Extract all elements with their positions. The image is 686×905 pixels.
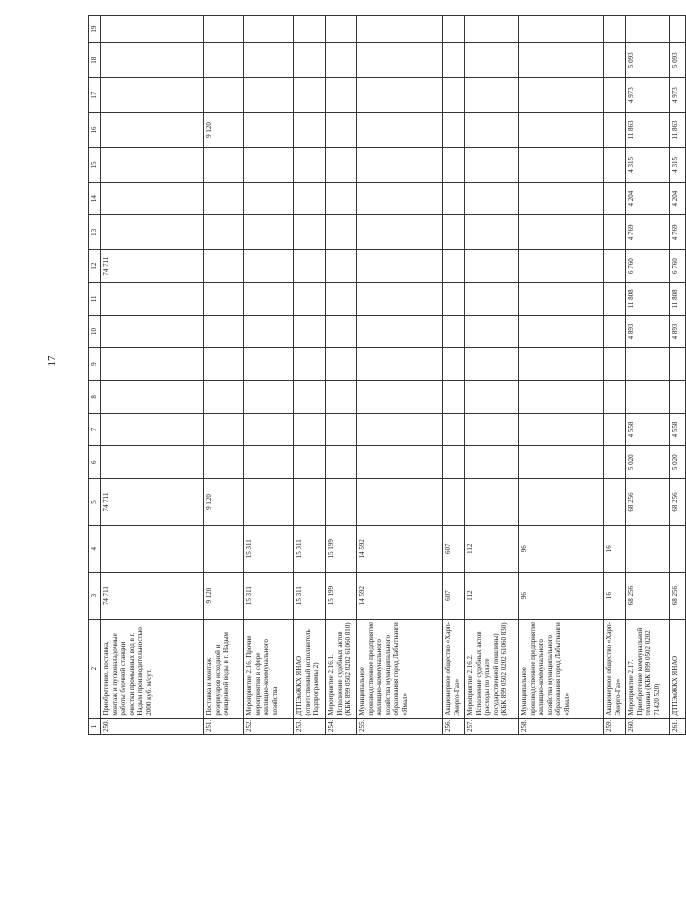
cell-value	[294, 113, 326, 148]
cell-value: 15 311	[244, 572, 294, 619]
cell-value: 11 808	[670, 282, 686, 315]
cell-value	[443, 113, 465, 148]
cell-value: 4 769	[670, 215, 686, 250]
cell-value	[326, 16, 357, 43]
cell-value	[204, 182, 244, 215]
cell-value: 4 315	[670, 147, 686, 182]
cell-value	[294, 381, 326, 414]
cell-value: 4 558	[626, 413, 670, 446]
cell-value	[204, 215, 244, 250]
cell-value	[101, 315, 204, 348]
cell-value	[670, 348, 686, 381]
cell-value	[443, 147, 465, 182]
row-description: Муниципальное производственное предприятие жилищно-коммунального хозяйства муниципального образования город Лабытнанги «Ямал»	[357, 619, 443, 718]
cell-value	[465, 348, 519, 381]
cell-value	[294, 215, 326, 250]
cell-value	[443, 348, 465, 381]
cell-value	[204, 43, 244, 78]
cell-value	[357, 315, 443, 348]
cell-value	[101, 525, 204, 572]
cell-value	[604, 182, 626, 215]
cell-value	[465, 446, 519, 479]
row-description: Мероприятие 2.16.2. Исполнение судебных актов (расходы по уплате государственной пошлины) (КБК 899 0502 0202 61060 830)	[465, 619, 519, 718]
cell-value	[604, 250, 626, 283]
cell-value	[465, 78, 519, 113]
row-description: Акционерное общество «Харп-Энерго-Газ»	[604, 619, 626, 718]
cell-value	[443, 315, 465, 348]
cell-value: 11 863	[670, 113, 686, 148]
table-body	[89, 16, 686, 735]
row-description: ДТПЭиЖКХ ЯНАО (ответственный исполнитель Подпрограммы 2)	[294, 619, 326, 718]
column-header: 15	[89, 147, 101, 182]
cell-value	[604, 413, 626, 446]
cell-value	[204, 250, 244, 283]
column-header: 9	[89, 348, 101, 381]
cell-value	[357, 43, 443, 78]
table-row	[519, 16, 604, 735]
cell-value: 4 315	[626, 147, 670, 182]
cell-value: 14 592	[357, 572, 443, 619]
row-description: Поставка и монтаж резервуаров исходной и очищенной воды в г. Надым	[204, 619, 244, 718]
cell-value	[204, 446, 244, 479]
cell-value	[519, 250, 604, 283]
cell-value	[626, 381, 670, 414]
cell-value	[465, 250, 519, 283]
cell-value: 4 973	[670, 78, 686, 113]
cell-value	[604, 113, 626, 148]
row-number: 254.	[326, 718, 357, 734]
cell-value: 4 893	[626, 315, 670, 348]
row-description: Мероприятие 2.16. Прочие мероприятия в сфере жилищно-коммунального хозяйства	[244, 619, 294, 718]
cell-value	[604, 381, 626, 414]
header-row	[89, 16, 101, 735]
cell-value: 9 120	[204, 572, 244, 619]
cell-value	[101, 348, 204, 381]
cell-value	[604, 78, 626, 113]
cell-value	[465, 282, 519, 315]
cell-value	[357, 147, 443, 182]
cell-value	[626, 525, 670, 572]
cell-value: 68 256	[626, 479, 670, 526]
cell-value: 4 204	[626, 182, 670, 215]
cell-value	[357, 446, 443, 479]
cell-value	[204, 78, 244, 113]
row-description: Мероприятие 2.16.1. Исполнение судебных актов (КБК 899 0502 0202 61060 810)	[326, 619, 357, 718]
cell-value: 4 769	[626, 215, 670, 250]
cell-value	[294, 282, 326, 315]
cell-value: 68 256	[626, 572, 670, 619]
cell-value	[294, 348, 326, 381]
cell-value	[519, 381, 604, 414]
cell-value	[294, 16, 326, 43]
cell-value	[604, 446, 626, 479]
table-row	[626, 16, 670, 735]
cell-value	[604, 43, 626, 78]
column-header: 8	[89, 381, 101, 414]
cell-value	[326, 446, 357, 479]
cell-value	[519, 315, 604, 348]
column-header: 16	[89, 113, 101, 148]
cell-value	[244, 78, 294, 113]
row-description: ДТПЭиЖКХ ЯНАО	[670, 619, 686, 718]
column-header: 4	[89, 525, 101, 572]
row-description: Муниципальное производственное предприятие жилищно-коммунального хозяйства муниципального образования город Лабытнанги «Ямал»	[519, 619, 604, 718]
cell-value	[465, 413, 519, 446]
row-number: 255.	[357, 718, 443, 734]
table-row	[443, 16, 465, 735]
cell-value	[604, 215, 626, 250]
cell-value	[626, 16, 670, 43]
cell-value	[519, 479, 604, 526]
cell-value: 4 558	[670, 413, 686, 446]
cell-value	[443, 381, 465, 414]
cell-value	[244, 147, 294, 182]
cell-value	[101, 43, 204, 78]
row-number: 260.	[626, 718, 670, 734]
cell-value	[443, 182, 465, 215]
cell-value	[244, 250, 294, 283]
cell-value	[204, 413, 244, 446]
cell-value	[443, 16, 465, 43]
cell-value	[670, 16, 686, 43]
cell-value	[519, 348, 604, 381]
cell-value	[244, 43, 294, 78]
column-header: 17	[89, 78, 101, 113]
cell-value	[244, 113, 294, 148]
cell-value	[244, 16, 294, 43]
cell-value: 607	[443, 525, 465, 572]
row-number: 251.	[204, 718, 244, 734]
column-header: 11	[89, 282, 101, 315]
cell-value: 5 020	[626, 446, 670, 479]
cell-value: 16	[604, 525, 626, 572]
cell-value: 74 711	[101, 479, 204, 526]
cell-value	[465, 16, 519, 43]
cell-value	[519, 78, 604, 113]
cell-value: 14 592	[357, 525, 443, 572]
cell-value	[443, 282, 465, 315]
cell-value	[294, 479, 326, 526]
column-header: 6	[89, 446, 101, 479]
cell-value	[244, 282, 294, 315]
cell-value	[204, 315, 244, 348]
table-row	[101, 16, 204, 735]
cell-value	[326, 250, 357, 283]
column-header: 19	[89, 16, 101, 43]
row-number: 259.	[604, 718, 626, 734]
cell-value	[101, 446, 204, 479]
cell-value	[244, 215, 294, 250]
cell-value	[519, 43, 604, 78]
cell-value: 5 093	[626, 43, 670, 78]
cell-value	[101, 16, 204, 43]
cell-value	[443, 446, 465, 479]
cell-value: 15 311	[294, 525, 326, 572]
cell-value	[443, 215, 465, 250]
cell-value: 5 020	[670, 446, 686, 479]
table-row	[294, 16, 326, 735]
row-number: 250.	[101, 718, 204, 734]
row-number: 252.	[244, 718, 294, 734]
cell-value	[465, 43, 519, 78]
cell-value: 11 808	[626, 282, 670, 315]
row-description: Приобретение, поставка, монтаж и пусконаладочные работы блочной станции очистки промывных вод в г. Надым производительностью 2000 куб. м/сут.	[101, 619, 204, 718]
cell-value: 15 199	[326, 572, 357, 619]
cell-value: 4 973	[626, 78, 670, 113]
row-description: Акционерное общество «Харп-Энерго-Газ»	[443, 619, 465, 718]
cell-value	[101, 282, 204, 315]
cell-value	[604, 282, 626, 315]
cell-value	[326, 348, 357, 381]
cell-value	[604, 315, 626, 348]
column-header: 3	[89, 572, 101, 619]
cell-value	[519, 282, 604, 315]
cell-value	[326, 479, 357, 526]
cell-value	[294, 182, 326, 215]
cell-value	[357, 282, 443, 315]
cell-value	[519, 446, 604, 479]
cell-value	[357, 78, 443, 113]
table-row	[465, 16, 519, 735]
column-header: 18	[89, 43, 101, 78]
cell-value	[670, 525, 686, 572]
rotated-table-container	[88, 15, 679, 735]
row-number: 256.	[443, 718, 465, 734]
cell-value	[204, 282, 244, 315]
cell-value	[244, 315, 294, 348]
cell-value	[443, 479, 465, 526]
cell-value	[465, 315, 519, 348]
cell-value	[604, 479, 626, 526]
cell-value	[294, 78, 326, 113]
cell-value	[519, 16, 604, 43]
cell-value	[101, 147, 204, 182]
cell-value	[604, 348, 626, 381]
cell-value: 16	[604, 572, 626, 619]
cell-value	[357, 250, 443, 283]
cell-value	[357, 479, 443, 526]
row-number: 257.	[465, 718, 519, 734]
column-header: 10	[89, 315, 101, 348]
cell-value	[204, 525, 244, 572]
budget-table	[88, 15, 686, 735]
cell-value	[326, 113, 357, 148]
cell-value: 11 863	[626, 113, 670, 148]
cell-value	[326, 147, 357, 182]
cell-value	[519, 182, 604, 215]
cell-value: 15 199	[326, 525, 357, 572]
cell-value	[326, 315, 357, 348]
table-row	[204, 16, 244, 735]
cell-value: 4 204	[670, 182, 686, 215]
column-header: 7	[89, 413, 101, 446]
cell-value	[519, 413, 604, 446]
cell-value: 68 256	[670, 572, 686, 619]
cell-value: 6 760	[670, 250, 686, 283]
cell-value	[294, 250, 326, 283]
column-header: 13	[89, 215, 101, 250]
cell-value: 112	[465, 572, 519, 619]
row-number: 261.	[670, 718, 686, 734]
cell-value	[519, 215, 604, 250]
cell-value	[465, 147, 519, 182]
row-description: Мероприятие 2.17. Приобретение коммунальной техники (КБК 899 0502 0202 71420 520)	[626, 619, 670, 718]
cell-value	[204, 147, 244, 182]
cell-value	[326, 182, 357, 215]
cell-value: 96	[519, 525, 604, 572]
cell-value	[443, 413, 465, 446]
table-row	[670, 16, 686, 735]
table-row	[604, 16, 626, 735]
cell-value	[357, 16, 443, 43]
column-header: 12	[89, 250, 101, 283]
cell-value: 15 311	[294, 572, 326, 619]
cell-value	[670, 381, 686, 414]
cell-value	[101, 78, 204, 113]
cell-value: 74 711	[101, 572, 204, 619]
cell-value	[101, 113, 204, 148]
cell-value: 5 093	[670, 43, 686, 78]
cell-value: 15 311	[244, 525, 294, 572]
cell-value	[326, 43, 357, 78]
cell-value	[101, 413, 204, 446]
cell-value	[443, 250, 465, 283]
cell-value	[604, 16, 626, 43]
cell-value	[294, 43, 326, 78]
cell-value	[294, 315, 326, 348]
cell-value	[204, 348, 244, 381]
cell-value	[465, 479, 519, 526]
cell-value	[326, 413, 357, 446]
cell-value	[244, 413, 294, 446]
cell-value: 4 893	[670, 315, 686, 348]
table-row	[244, 16, 294, 735]
cell-value	[465, 182, 519, 215]
cell-value	[294, 147, 326, 182]
rotated-table-frame	[88, 15, 679, 735]
cell-value	[626, 348, 670, 381]
table-row	[357, 16, 443, 735]
cell-value	[465, 215, 519, 250]
cell-value: 112	[465, 525, 519, 572]
row-number: 253.	[294, 718, 326, 734]
cell-value: 607	[443, 572, 465, 619]
cell-value	[519, 147, 604, 182]
cell-value	[519, 113, 604, 148]
cell-value	[294, 413, 326, 446]
column-header: 2	[89, 619, 101, 718]
cell-value	[326, 215, 357, 250]
cell-value: 6 760	[626, 250, 670, 283]
cell-value: 74 711	[101, 250, 204, 283]
cell-value	[294, 446, 326, 479]
cell-value	[244, 182, 294, 215]
cell-value	[357, 381, 443, 414]
cell-value	[604, 147, 626, 182]
cell-value	[204, 16, 244, 43]
row-number: 258.	[519, 718, 604, 734]
cell-value: 9 120	[204, 113, 244, 148]
column-header: 1	[89, 718, 101, 734]
cell-value	[244, 446, 294, 479]
cell-value	[443, 43, 465, 78]
page-number: 17	[46, 355, 58, 367]
cell-value	[465, 381, 519, 414]
cell-value	[101, 215, 204, 250]
column-header: 5	[89, 479, 101, 526]
cell-value	[357, 413, 443, 446]
cell-value	[101, 182, 204, 215]
column-header: 14	[89, 182, 101, 215]
cell-value: 68 256	[670, 479, 686, 526]
cell-value	[326, 381, 357, 414]
cell-value: 9 120	[204, 479, 244, 526]
cell-value	[244, 479, 294, 526]
cell-value	[244, 381, 294, 414]
cell-value: 96	[519, 572, 604, 619]
cell-value	[357, 215, 443, 250]
cell-value	[204, 381, 244, 414]
cell-value	[357, 182, 443, 215]
cell-value	[101, 381, 204, 414]
cell-value	[443, 78, 465, 113]
table-row	[326, 16, 357, 735]
cell-value	[357, 348, 443, 381]
cell-value	[465, 113, 519, 148]
cell-value	[357, 113, 443, 148]
cell-value	[244, 348, 294, 381]
cell-value	[326, 282, 357, 315]
cell-value	[326, 78, 357, 113]
